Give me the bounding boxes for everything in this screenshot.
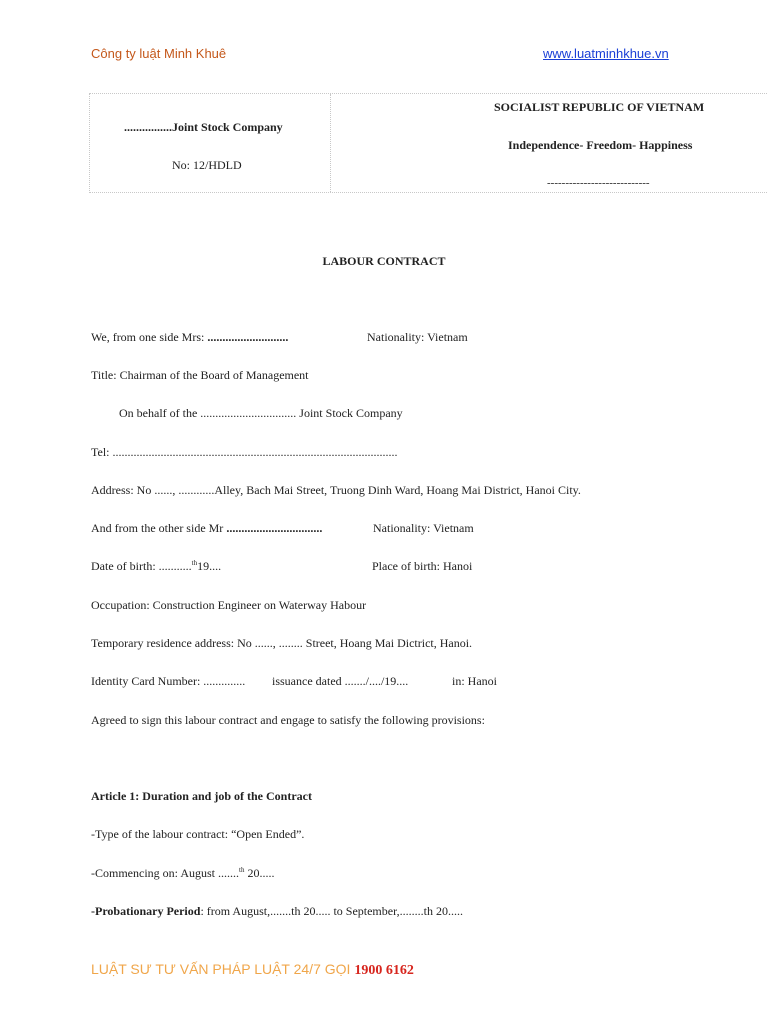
- party-b-name-line: [91, 521, 322, 536]
- contract-title: LABOUR CONTRACT: [322, 254, 446, 268]
- party-b-label: And from the other side Mr: [91, 521, 224, 535]
- party-b-id-issuance: issuance dated ......./..../19....: [272, 674, 409, 688]
- republic-title: SOCIALIST REPUBLIC OF VIETNAM: [494, 100, 705, 114]
- company-brand: Công ty luật Minh Khuê: [91, 46, 227, 61]
- contract-type: -Type of the labour contract: “Open Ended”.: [91, 827, 305, 841]
- probation-label: -Probationary Period: [91, 904, 201, 918]
- website-link[interactable]: www.luatminhkhue.vn: [543, 46, 669, 61]
- party-a-nationality: Nationality: Vietnam: [367, 330, 468, 344]
- party-b-name-blank: ................................: [226, 521, 323, 535]
- article-1-heading: Article 1: Duration and job of the Contract: [91, 789, 312, 803]
- party-b-residence: Temporary residence address: No ......, ........ Street, Hoang Mai Dictrict, Hanoi.: [91, 636, 473, 650]
- party-b-id-card: Identity Card Number: ..............: [91, 674, 246, 688]
- party-b-dob: [91, 559, 221, 574]
- party-b-nationality: Nationality: Vietnam: [373, 521, 474, 535]
- contract-number: No: 12/HDLD: [172, 158, 242, 172]
- dob-year: 19....: [197, 559, 222, 573]
- party-a-name-line: [91, 330, 288, 345]
- party-a-title: Title: Chairman of the Board of Management: [91, 368, 309, 382]
- hotline-number[interactable]: 1900 6162: [354, 963, 414, 978]
- hotline-banner: [91, 961, 414, 979]
- dob-ordinal: th: [191, 559, 198, 567]
- party-b-occupation: Occupation: Construction Engineer on Waterway Habour: [91, 598, 367, 612]
- party-b-pob: Place of birth: Hanoi: [372, 559, 473, 573]
- company-name: ................Joint Stock Company: [124, 120, 283, 134]
- party-a-name-blank: ...........................: [207, 330, 289, 344]
- commencing-ordinal: th: [239, 866, 245, 874]
- commencing-year: 20.....: [247, 866, 275, 880]
- party-a-label: We, from one side Mrs:: [91, 330, 205, 344]
- party-a-address: Address: No ......, ............Alley, Bach Mai Street, Truong Dinh Ward, Hoang Mai District, Hanoi City.: [91, 483, 581, 497]
- probation-text: : from August,.......th 20..... to September,........th 20.....: [200, 904, 463, 918]
- dob-prefix: Date of birth: ...........: [91, 559, 192, 573]
- commencing-prefix: -Commencing on: August .......: [91, 866, 239, 880]
- motto-underline: ----------------------------: [547, 177, 650, 189]
- party-b-id-place: in: Hanoi: [452, 674, 497, 688]
- party-a-tel: Tel: ...............................................................................................: [91, 445, 398, 459]
- hotline-text: LUẬT SƯ TƯ VẤN PHÁP LUẬT 24/7 GỌI: [91, 961, 351, 977]
- national-motto: Independence- Freedom- Happiness: [508, 138, 693, 152]
- header-divider: [330, 94, 331, 192]
- agreement-statement: Agreed to sign this labour contract and engage to satisfy the following provisions:: [91, 713, 485, 727]
- commencing-date: [91, 866, 274, 881]
- party-a-behalf: On behalf of the ................................ Joint Stock Company: [119, 406, 403, 420]
- probationary-period: [91, 904, 463, 919]
- document-header-table: [89, 93, 768, 193]
